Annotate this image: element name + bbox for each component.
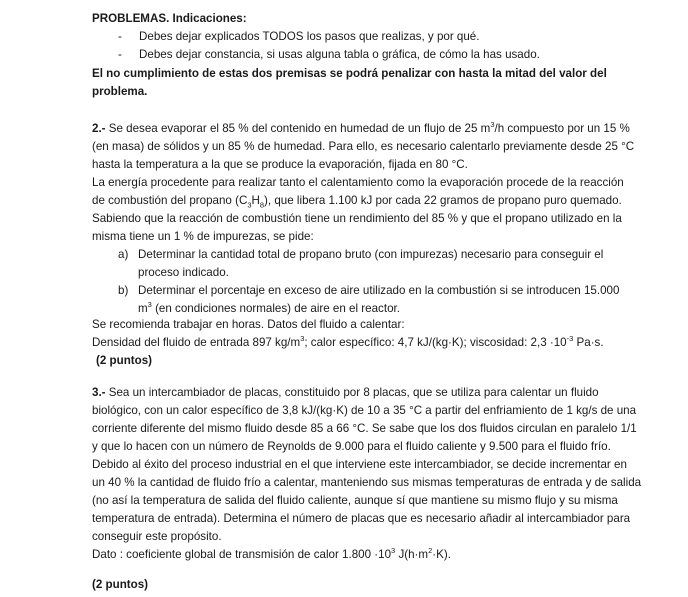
problem3-line-7: (no así la temperatura de salida del fluido caliente, aunque sí que mantiene su mismo flujo y su misma <box>92 494 618 507</box>
problem3-points: (2 puntos) <box>92 578 149 591</box>
instruction-bullet-2: Debes dejar constancia, si usas alguna tabla o gráfica, de cómo la has usado. <box>139 48 540 61</box>
problem2-line-2: (en masa) de sólidos y un 85 % de humedad. Para ello, es necesario calentarlo previamente desde 25 °C <box>92 140 635 153</box>
problem3-line-2: biológico, con un calor específico de 3,8 kJ/(kg·K) de 10 a 35 °C a partir del enfriamiento de 1 kg/s de una <box>92 404 637 417</box>
problem2-line-9: Densidad del fluido de entrada 897 $kg/m^3$; calor específico: 4,7 kJ/(kg·K); viscosidad: $2,3 \cdot 10^{-3}$ Pa·s. <box>92 334 604 349</box>
problem3-line-9: conseguir este propósito. <box>92 530 222 543</box>
problem2-points: (2 puntos) <box>96 354 153 367</box>
problem2-line-5: de combustión del propano $(C_3H_8)$, que libera 1.100 kJ por cada 22 gramos de propano puro quemado. <box>92 194 622 210</box>
problem2-line-8: Se recomienda trabajar en horas. Datos del fluido a calentar: <box>92 318 405 331</box>
bullet-dash: - <box>118 30 122 43</box>
item-b-line-1: Determinar el porcentaje en exceso de aire utilizado en la combustión si se introducen 15.000 <box>138 284 620 297</box>
problem3-line-4: y que lo hacen con un número de Reynolds de 9.000 para el fluido caliente y 9.500 para el fluido frío. <box>92 440 611 453</box>
warning-line-2: problema. <box>92 85 148 98</box>
problem3-line-6: un 40 % la cantidad de fluido frío a calentar, manteniendo sus mismas temperaturas de entrada y de salida <box>92 476 642 489</box>
problem2-line-6: Sabiendo que la reacción de combustión tiene un rendimiento del 85 % y que el propano utilizado en la <box>92 212 622 225</box>
problem3-line-8: temperatura de entrada). Determina el número de placas que es necesario añadir al intercambiador para <box>92 512 631 525</box>
warning-line-1: El no cumplimiento de estas dos premisas se podrá penalizar con hasta la mitad del valor del <box>92 67 607 80</box>
item-b-line-2: $m^3$ (en condiciones normales) de aire en el reactor. <box>138 300 400 315</box>
problem2-number: 2.- <box>92 122 106 135</box>
bullet-dash: - <box>118 48 122 61</box>
instruction-bullet-1: Debes dejar explicados TODOS los pasos que realizas, y por qué. <box>139 30 480 43</box>
item-a-line-1: Determinar la cantidad total de propano bruto (con impurezas) necesario para conseguir el <box>138 248 604 261</box>
problem3-line-10: Dato : coeficiente global de transmisión de calor $1.800 \cdot 10^3$ $J(h\cdot m^2\cdot K)$. <box>92 546 451 561</box>
problem2-line-7: misma tiene un 1 % de impurezas, se pide: <box>92 230 314 243</box>
instructions-heading: PROBLEMAS. Indicaciones: <box>92 12 247 25</box>
problem3-line-3: corriente diferente del mismo fluido desde 85 a 66 °C. Se sabe que los dos fluidos circulan en paralelo 1/1 <box>92 422 637 435</box>
problem2-line-1: 2.- Se desea evaporar el 85 % del contenido en humedad de un flujo de 25 $m^3/h$ compuesto por un 15 % <box>92 120 630 135</box>
item-b-label: b) <box>118 284 129 297</box>
item-a-label: a) <box>118 248 129 261</box>
problem2-line-3: hasta la temperatura a la que se produce la evaporación, fijada en 80 °C. <box>92 158 468 171</box>
problem3-line-5: Debido al éxito del proceso industrial en el que interviene este intercambiador, se decide incrementar en <box>92 458 627 471</box>
problem3-number: 3.- <box>92 386 106 399</box>
item-a-line-2: proceso indicado. <box>138 266 229 279</box>
problem2-line-4: La energía procedente para realizar tanto el calentamiento como la evaporación procede de la reacción <box>92 176 624 189</box>
problem3-line-1: 3.- Sea un intercambiador de placas, constituido por 8 placas, que se utiliza para calentar un fluido <box>92 386 599 399</box>
